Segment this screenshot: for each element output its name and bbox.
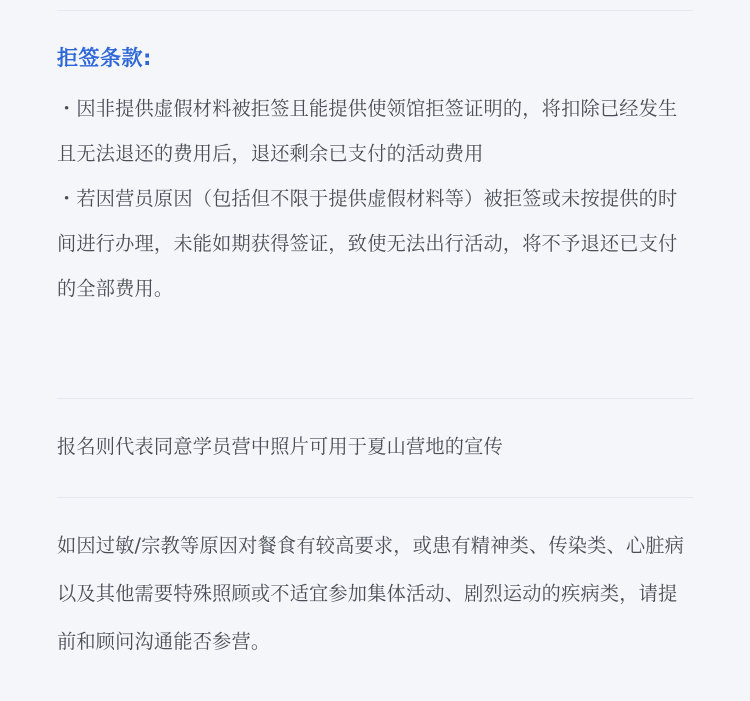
top-divider bbox=[57, 10, 693, 11]
health-notice-text: 如因过敏/宗教等原因对餐食有较高要求，或患有精神类、传染类、心脏病以及其他需要特殊照顾或不适宜参加集体活动、剧烈运动的疾病类，请提前和顾问沟通能否参营。 bbox=[57, 534, 685, 653]
section-divider bbox=[57, 497, 693, 498]
refusal-term-item: ・若因营员原因（包括但不限于提供虚假材料等）被拒签或未按提供的时间进行办理，未能如期获得签证，致使无法出行活动，将不予退还已支付的全部费用。 bbox=[57, 187, 678, 300]
section-divider bbox=[57, 398, 693, 399]
refusal-terms-list bbox=[57, 86, 693, 311]
refusal-terms-title: 拒签条款: bbox=[57, 46, 152, 70]
refusal-term-item: ・因非提供虚假材料被拒签且能提供使领馆拒签证明的，将扣除已经发生且无法退还的费用后，退还剩余已支付的活动费用 bbox=[57, 97, 678, 165]
photo-consent-text: 报名则代表同意学员营中照片可用于夏山营地的宣传 bbox=[57, 435, 503, 458]
